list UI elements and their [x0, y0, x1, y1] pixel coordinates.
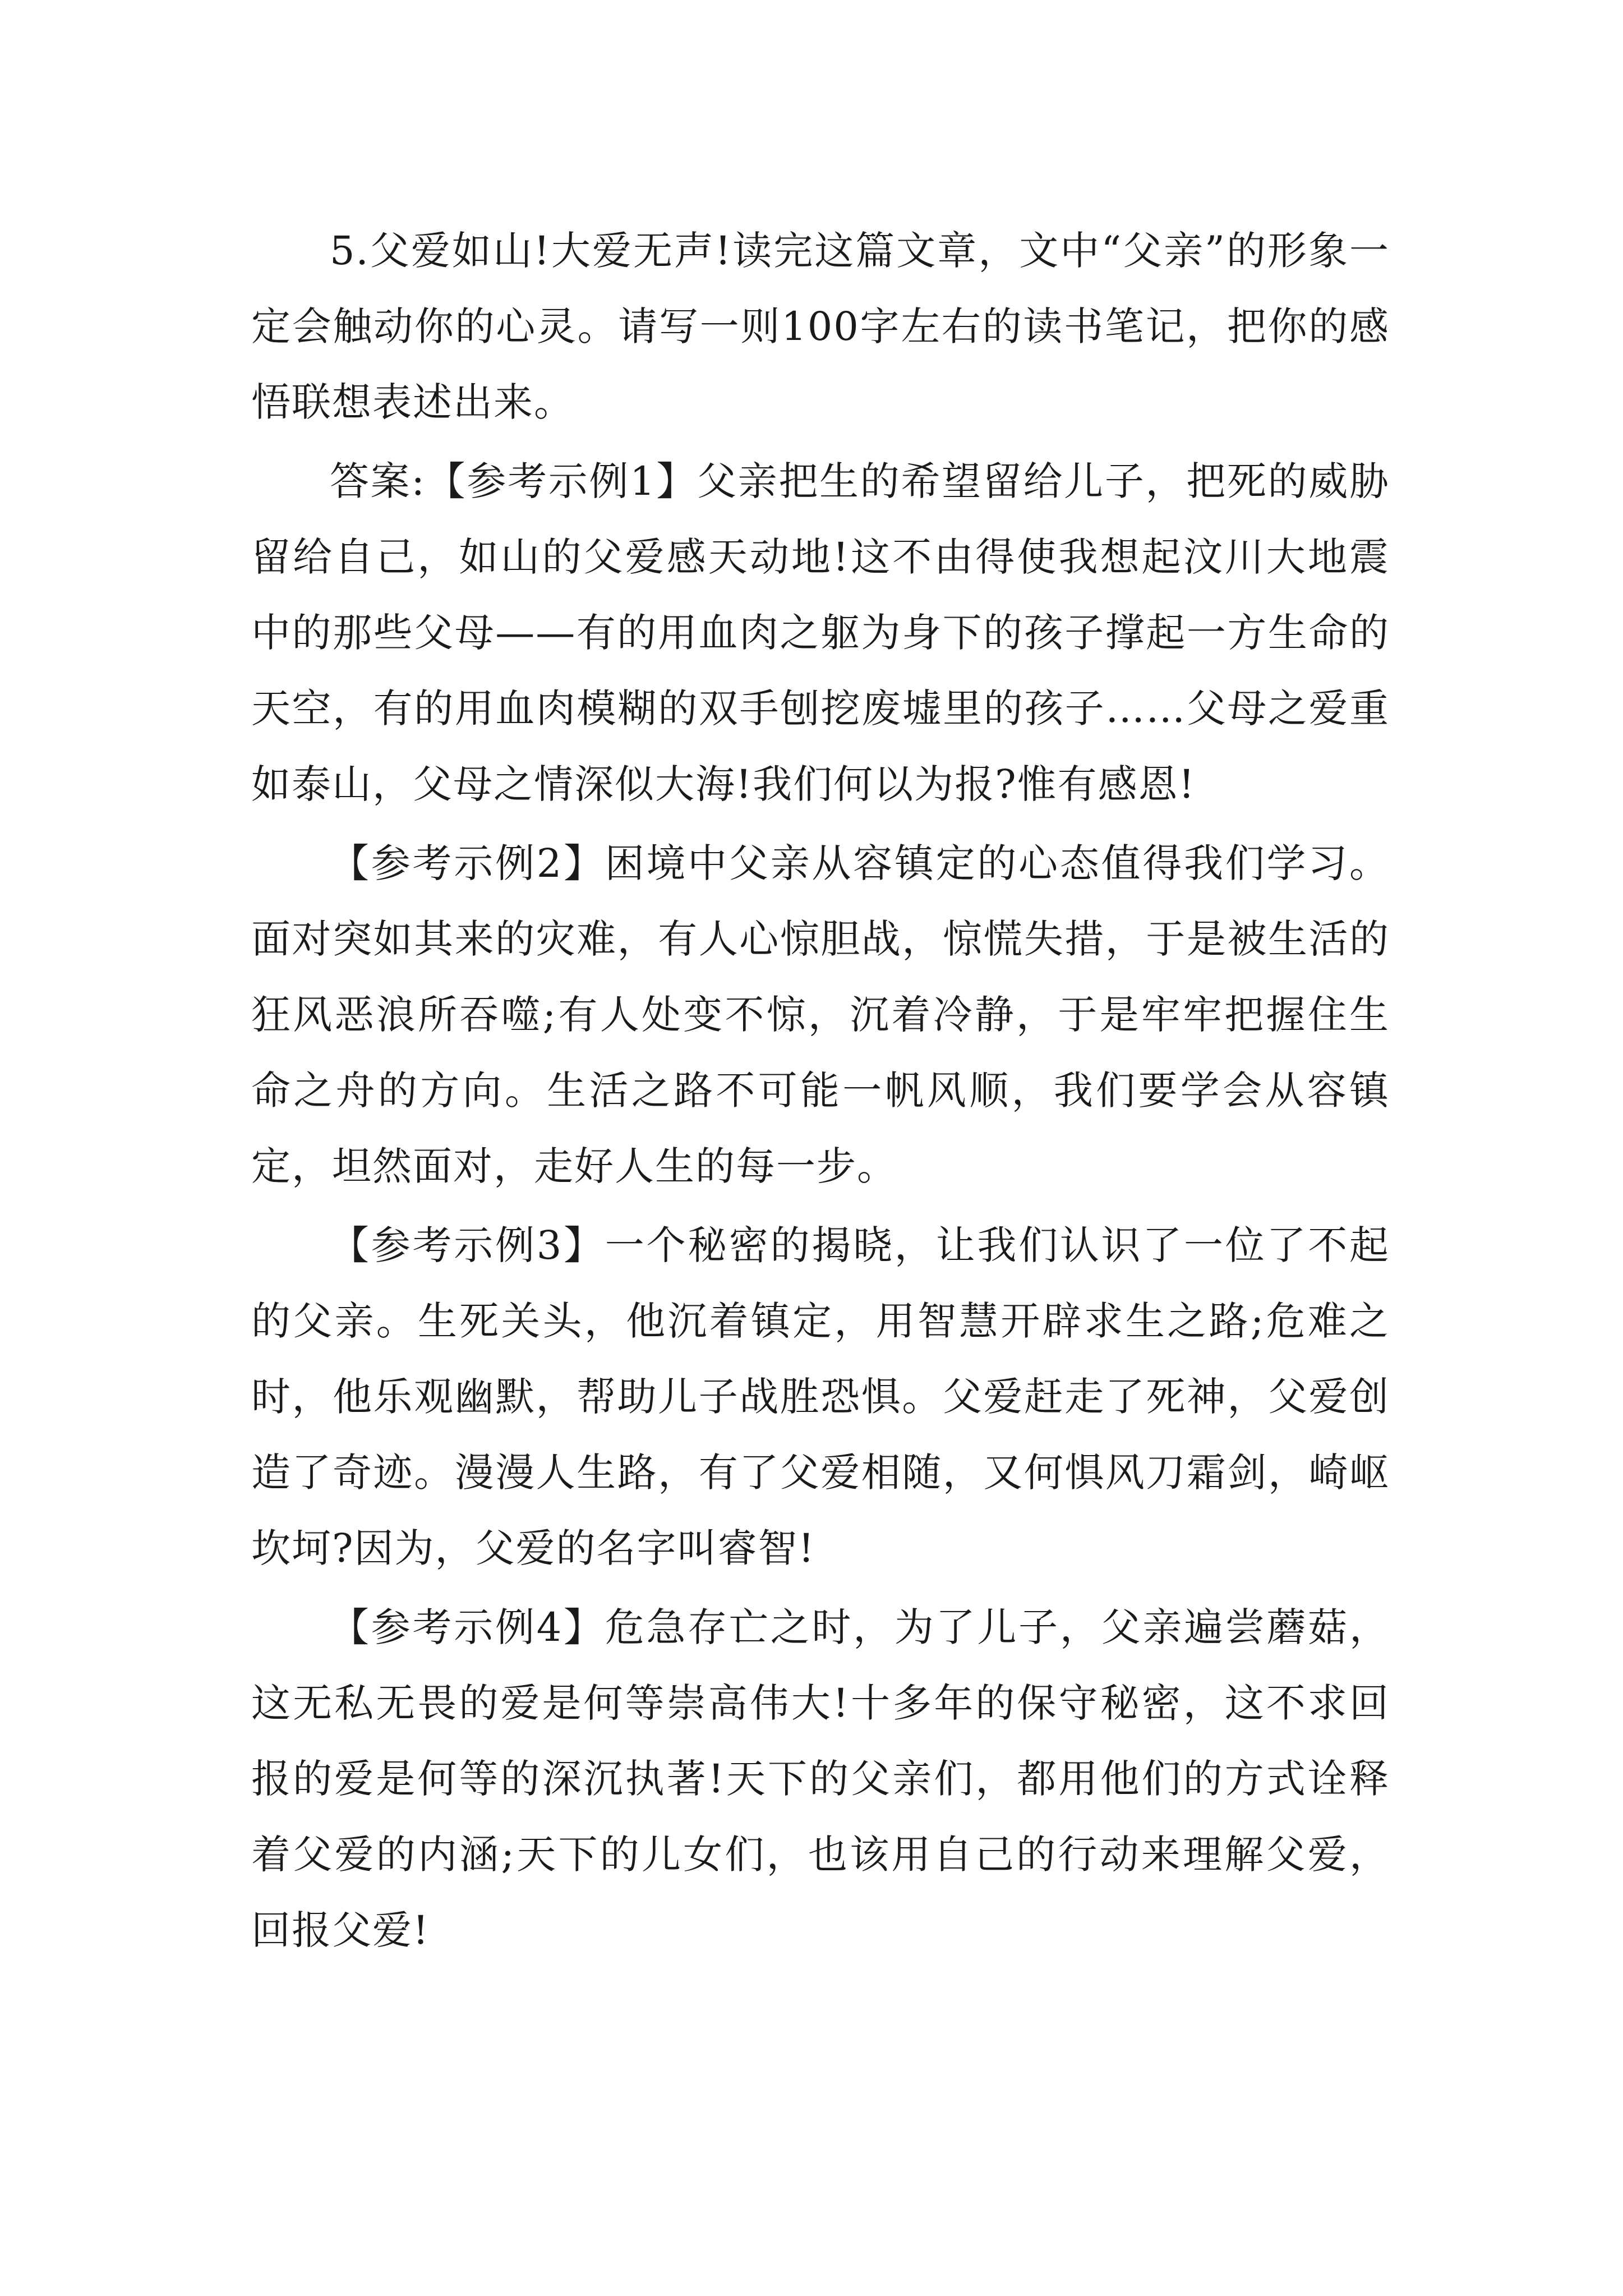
document-body	[251, 213, 1390, 1972]
question-paragraph: 5.父爱如山!大爱无声!读完这篇文章，文中“父亲”的形象一定会触动你的心灵。请写一则100字左右的读书笔记，把你的感悟联想表述出来。	[251, 228, 1390, 425]
answer-example-1-paragraph: 答案:【参考示例1】父亲把生的希望留给儿子，把死的威胁留给自己，如山的父爱感天动地!这不由得使我想起汶川大地震中的那些父母——有的用血肉之躯为身下的孩子撑起一方生命的天空，有的用血肉模糊的双手刨挖废墟里的孩子……父母之爱重如泰山，父母之情深似大海!我们何以为报?惟有感恩!	[251, 458, 1390, 807]
answer-example-3-paragraph: 【参考示例3】一个秘密的揭晓，让我们认识了一位了不起的父亲。生死关头，他沉着镇定，用智慧开辟求生之路;危难之时，他乐观幽默，帮助儿子战胜恐惧。父爱赶走了死神，父爱创造了奇迹。漫漫人生路，有了父爱相随，又何惧风刀霜剑，崎岖坎坷?因为，父爱的名字叫睿智!	[251, 1222, 1390, 1571]
answer-example-4-paragraph: 【参考示例4】危急存亡之时，为了儿子，父亲遍尝蘑菇，这无私无畏的爱是何等崇高伟大!十多年的保守秘密，这不求回报的爱是何等的深沉执著!天下的父亲们，都用他们的方式诠释着父爱的内涵;天下的儿女们，也该用自己的行动来理解父爱，回报父爱!	[251, 1604, 1390, 1953]
answer-example-2-paragraph: 【参考示例2】困境中父亲从容镇定的心态值得我们学习。面对突如其来的灾难，有人心惊胆战，惊慌失措，于是被生活的狂风恶浪所吞噬;有人处变不惊，沉着冷静，于是牢牢把握住生命之舟的方向。生活之路不可能一帆风顺，我们要学会从容镇定，坦然面对，走好人生的每一步。	[251, 840, 1390, 1189]
